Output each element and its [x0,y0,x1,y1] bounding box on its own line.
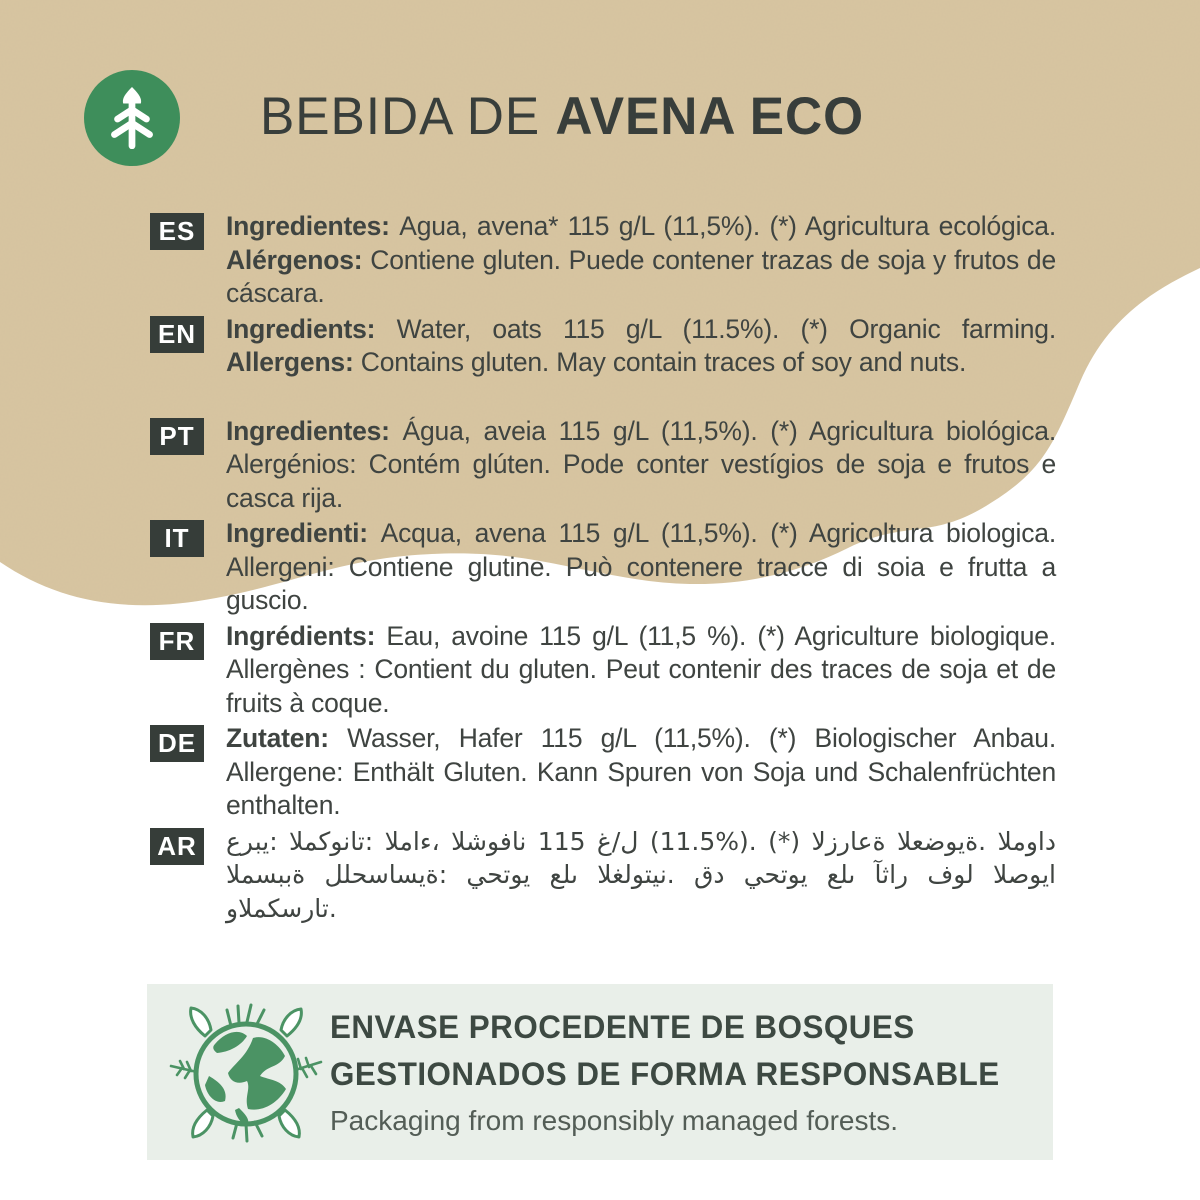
ingredients-text [226,313,1056,380]
ingredients-row-es [150,210,1056,311]
globe-leaves-icon [167,992,325,1152]
ingredients-row-ar [150,825,1056,926]
ingredients-row-it [150,517,1056,618]
ingredient-text-segment: Wasser, Hafer 115 g/L (11,5%). (*) Biologischer Anbau. Allergene: Enthält Gluten. Kann Spuren von Soja und Schalenfrüchten enthalten. [226,723,1056,820]
ingredients-text [226,825,1056,926]
ingredient-text-segment: Contiene gluten. Puede contener trazas de soja y frutos de cáscara. [226,244,1056,308]
ingredient-text-segment: Água, aveia 115 g/L (11,5%). (*) Agricultura biológica. Alergénios: Contém glúten. Pode conter vestígios de soja e frutos e casca rija. [226,415,1056,513]
ingredient-text-segment: Allergens: [226,347,361,377]
lang-badge-fr: FR [150,623,204,660]
ingredient-text-segment: Alérgenos: [226,244,371,275]
ingredients-text [226,620,1056,721]
lang-badge-es: ES [150,213,204,250]
ingredient-text-segment: Contains gluten. May contain traces of soy and nuts. [360,347,967,377]
lang-badge-ar: AR [150,828,204,865]
footer-text [330,1004,1040,1137]
ingredient-text-segment: Zutaten: [226,723,348,753]
lang-badge-de: DE [150,725,204,762]
ingredient-text-segment: Ingredients: [226,313,397,344]
brand-logo [84,70,180,166]
lang-badge-it: IT [150,520,204,557]
footer-title-line1: ENVASE PROCEDENTE DE BOSQUES [330,1009,915,1045]
ingredient-text-segment: Ingrédients: [226,620,387,651]
ingredient-text-segment: Eau, avoine 115 g/L (11,5 %). (*) Agriculture biologique. Allergènes : Contient du gluten. Peut contenir des traces de soja et de fruits à coque. [226,620,1057,718]
ingredient-text-segment: Ingredientes: [226,211,400,241]
ingredients-text [226,517,1056,618]
ingredient-text-segment: عربي: المكونات: الماء، الشوفان 115 غ/ل (11.5%). (*) الزراعة العضوية. المواد المسببة للحساسية: يحتوي على الغلوتين. قد يحتوي على آثار فول الصويا والمكسرات. [226,826,1056,923]
ingredients-list [150,210,1056,927]
lang-badge-pt: PT [150,418,204,455]
ingredients-row-fr [150,620,1056,721]
ingredients-text [226,415,1056,516]
pine-sprig-icon [107,87,157,149]
ingredient-text-segment: Water, oats 115 g/L (11.5%). (*) Organic farming. [396,313,1056,344]
product-title-regular: BEBIDA DE [260,87,556,146]
product-title [260,86,864,147]
lang-badge-en: EN [150,316,204,353]
ingredient-text-segment: Agua, avena* 115 g/L (11,5%). (*) Agricultura ecológica. [399,211,1057,241]
product-title-bold: AVENA ECO [555,87,865,146]
footer-title-line2: GESTIONADOS DE FORMA RESPONSABLE [330,1056,1000,1092]
ingredients-row-pt [150,415,1056,516]
ingredients-row-en [150,313,1056,413]
ingredient-text-segment: Acqua, avena 115 g/L (11,5%). (*) Agricoltura biologica. Allergeni: Contiene glutine. Può contenere tracce di soia e frutta a guscio. [226,518,1056,615]
footer-subtitle: Packaging from responsibly managed forests. [330,1105,899,1136]
ingredient-text-segment: Ingredientes: [226,415,403,446]
ingredients-text [226,722,1056,823]
ingredient-text-segment: Ingredienti: [226,518,381,548]
footer-panel [147,984,1053,1160]
ingredients-row-de [150,722,1056,823]
ingredients-text [226,210,1056,311]
